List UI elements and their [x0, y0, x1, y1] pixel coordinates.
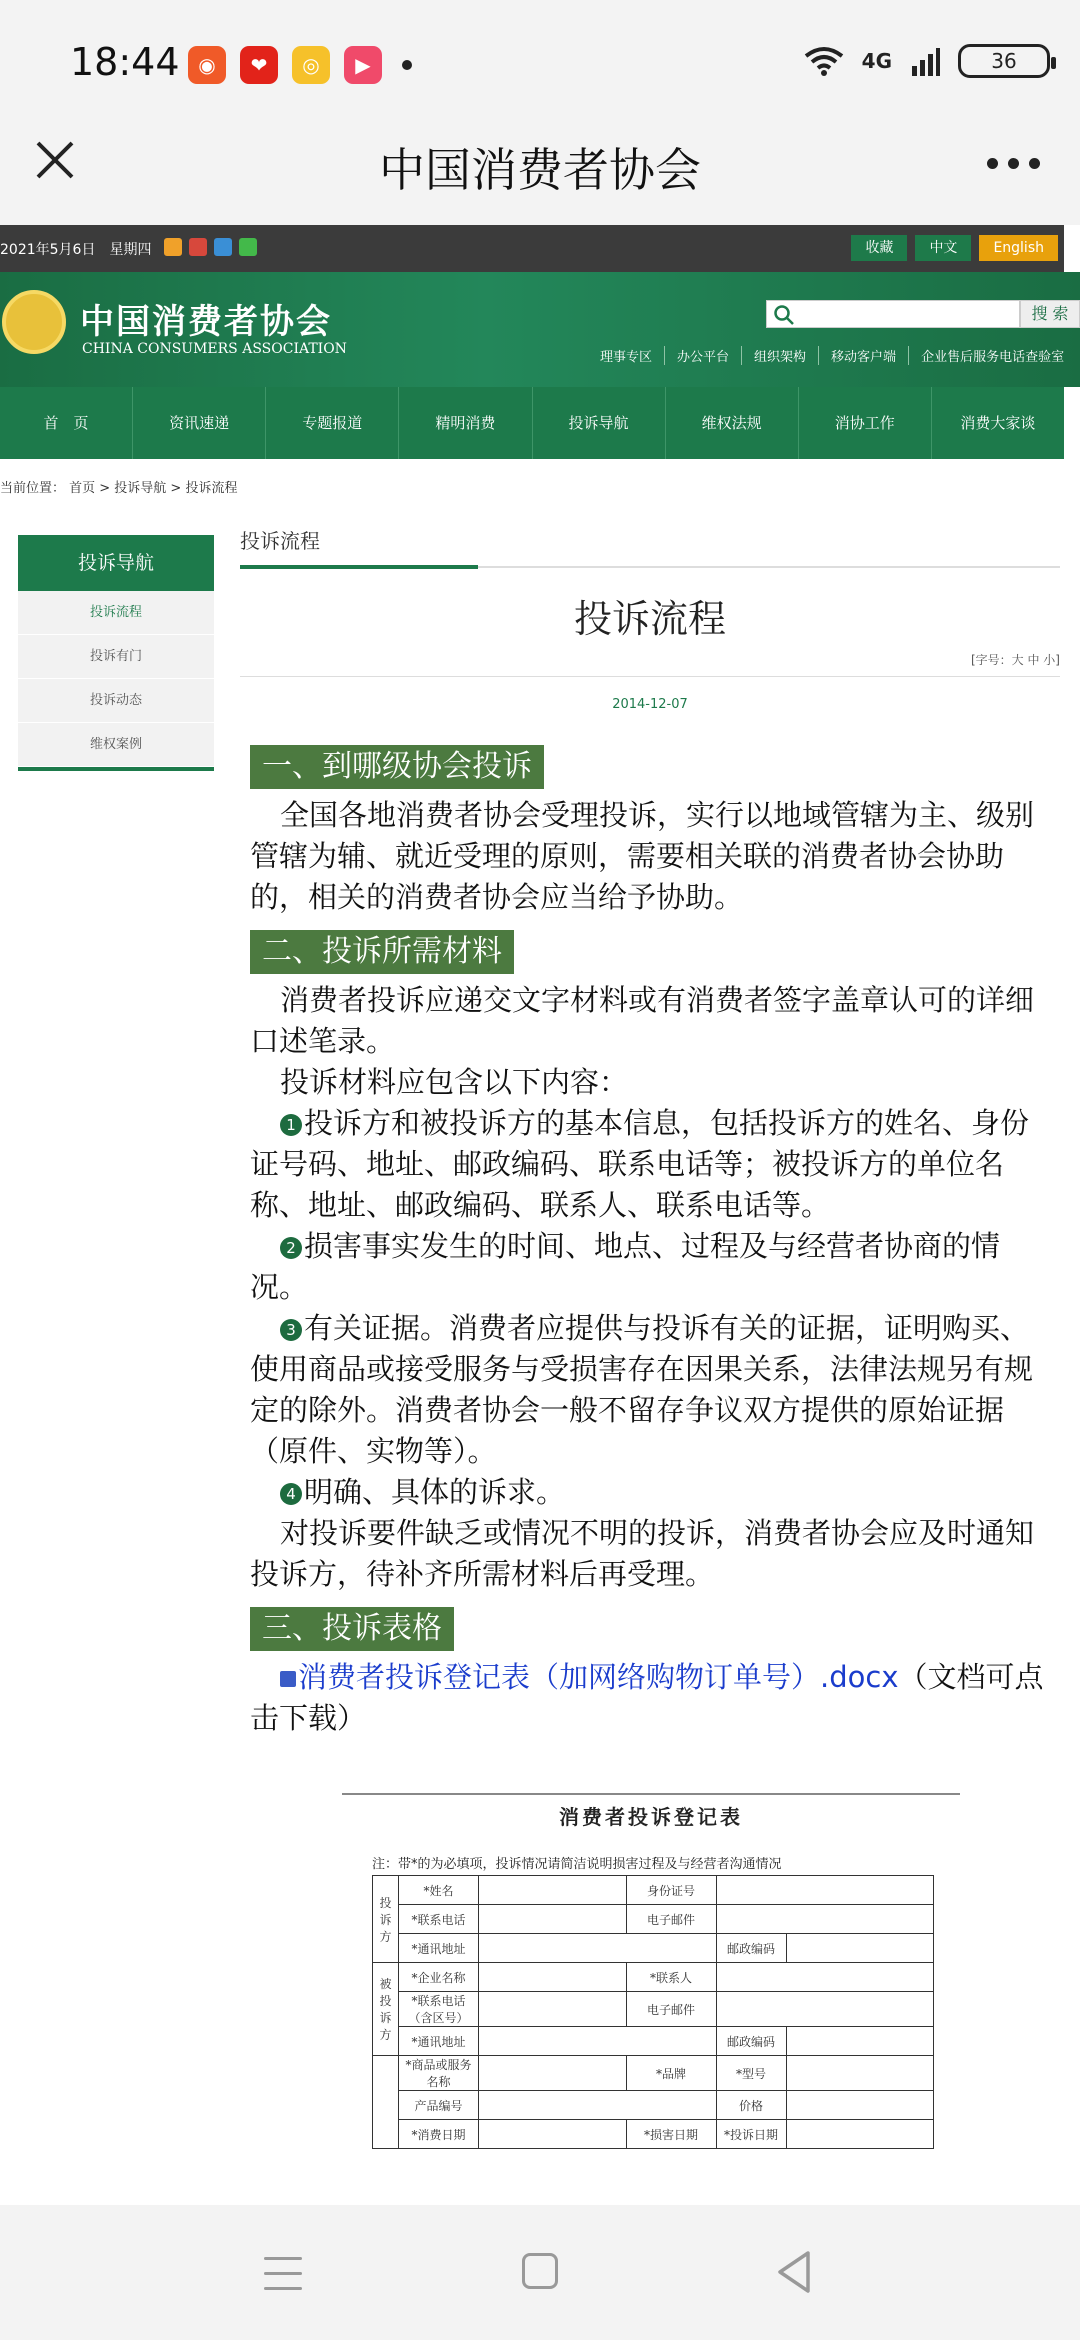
search-input[interactable] — [766, 300, 1020, 328]
web-page — [0, 225, 1080, 2205]
qq-share-icon[interactable] — [214, 238, 232, 256]
sidebar-item-news[interactable]: 投诉动态 — [18, 679, 214, 723]
section-heading: 二、投诉所需材料 — [250, 930, 514, 974]
paragraph: 投诉材料应包含以下内容： — [280, 1065, 629, 1099]
form-title: 消费者投诉登记表 — [559, 1805, 743, 1829]
status-time: 18:44 — [70, 40, 180, 84]
site-header — [0, 272, 1080, 387]
nav-special[interactable]: 专题报道 — [265, 387, 398, 459]
kuaishou-icon: ◉ — [188, 46, 226, 84]
number-2-icon: 2 — [280, 1237, 302, 1259]
favorite-button[interactable]: 收藏 — [851, 235, 907, 261]
paragraph: 全国各地消费者协会受理投诉，实行以地域管辖为主、级别管辖为辅、就近受理的原则，需要相关联的消费者协会协助的，相关的消费者协会应当给予协助。 — [250, 798, 1035, 914]
article-body — [250, 745, 1050, 1739]
network-type: 4G — [861, 49, 892, 73]
form-table: 投诉方 *姓名 身份证号 *联系电话 电子邮件 *通讯地址 邮政编码 被投诉方 *企业名称 *联系人 *联系电话（含区号） 电子邮件 *通讯地址 邮政编码 *商品或服务名称 *品牌 *型号 产品编号 价格 *消费日期 *损害日期 *投诉日期 — [372, 1875, 934, 2149]
english-button[interactable]: English — [979, 235, 1058, 261]
notification-icons — [188, 46, 412, 84]
nav-home[interactable]: 首 页 — [43, 414, 89, 432]
battery-level: 36 — [991, 49, 1017, 73]
sidebar-item-process[interactable]: 投诉流程 — [18, 591, 214, 635]
download-paragraph: 消费者投诉登记表（加网络购物订单号）.docx（文档可点击下载） — [250, 1660, 1044, 1735]
sidebar-item-channels[interactable]: 投诉有门 — [18, 635, 214, 679]
form-note: 注：带*的为必填项，投诉情况请简洁说明损害过程及与经营者沟通情况 — [372, 1857, 782, 1872]
list-item: 3 有关证据。消费者应提供与投诉有关的证据，证明购买、使用商品或接受服务与受损害存在因果关系，法律法规另有规定的除外。消费者协会一般不留存争议双方提供的原始证据（原件、实物等）。 — [250, 1311, 1034, 1468]
nav-news[interactable]: 资讯速递 — [132, 387, 265, 459]
site-top-strip — [0, 225, 1064, 272]
article-date: 2014-12-07 — [612, 697, 688, 712]
quick-link[interactable]: 组织架构 — [741, 346, 818, 365]
quick-links — [588, 346, 1076, 365]
quick-link[interactable]: 理事专区 — [600, 350, 653, 365]
paragraph: 消费者投诉应递交文字材料或有消费者签字盖章认可的详细口述笔录。 — [250, 983, 1035, 1058]
section-heading: 三、投诉表格 — [250, 1607, 454, 1651]
browser-title-bar — [0, 110, 1080, 225]
logo-english[interactable]: CHINA CONSUMERS ASSOCIATION — [82, 341, 347, 357]
more-options-icon[interactable] — [987, 158, 1040, 169]
video-icon: ▶ — [344, 46, 382, 84]
more-notifications-dot — [402, 60, 412, 70]
nav-complaint[interactable]: 投诉导航 — [532, 387, 665, 459]
article-title: 投诉流程 — [573, 597, 726, 641]
nav-forum[interactable]: 消费大家谈 — [931, 387, 1064, 459]
system-status — [804, 44, 1050, 78]
weibo-icon: ◎ — [292, 46, 330, 84]
home-icon[interactable] — [522, 2253, 558, 2289]
logo-chinese[interactable]: 中国消费者协会 — [80, 302, 332, 342]
sidebar — [18, 535, 214, 771]
back-icon[interactable] — [774, 2249, 814, 2295]
paragraph: 对投诉要件缺乏或情况不明的投诉，消费者协会应及时通知投诉方，待补齐所需材料后再受理。 — [250, 1516, 1035, 1591]
section-heading: 一、到哪级协会投诉 — [250, 745, 544, 789]
search-button[interactable]: 搜 索 — [1020, 300, 1080, 328]
docx-file-icon — [280, 1671, 296, 1687]
main-nav — [0, 387, 1064, 459]
page-title: 中国消费者协会 — [379, 143, 701, 197]
nav-work[interactable]: 消协工作 — [798, 387, 931, 459]
quick-link[interactable]: 办公平台 — [664, 346, 741, 365]
chinese-button[interactable]: 中文 — [915, 235, 971, 261]
number-3-icon: 3 — [280, 1319, 302, 1341]
content-tab: 投诉流程 — [240, 529, 320, 553]
sidebar-title: 投诉导航 — [18, 535, 214, 591]
wifi-icon — [804, 46, 844, 76]
complaint-form-image — [342, 1793, 960, 2205]
font-size-switch[interactable]: [字号：大 中 小] — [971, 653, 1060, 667]
share-icons — [164, 238, 257, 256]
quick-link[interactable]: 企业售后服务电话查验室 — [908, 346, 1076, 365]
search-icon — [773, 304, 795, 326]
breadcrumb: 当前位置： 首页 > 投诉导航 > 投诉流程 — [0, 481, 238, 496]
content-header — [240, 525, 1060, 712]
system-nav-bar — [0, 2205, 1080, 2340]
battery-icon — [958, 44, 1050, 78]
nav-law[interactable]: 维权法规 — [665, 387, 798, 459]
site-date: 2021年5月6日 星期四 — [0, 242, 152, 258]
cca-logo-icon[interactable] — [2, 290, 66, 354]
star-icon[interactable] — [164, 238, 182, 256]
list-item: 4 明确、具体的诉求。 — [250, 1472, 1050, 1513]
wechat-share-icon[interactable] — [239, 238, 257, 256]
app-red-icon: ❤ — [240, 46, 278, 84]
weibo-share-icon[interactable] — [189, 238, 207, 256]
signal-icon — [910, 46, 940, 76]
list-item: 2 损害事实发生的时间、地点、过程及与经营者协商的情况。 — [250, 1229, 1001, 1304]
nav-smart-consume[interactable]: 精明消费 — [398, 387, 531, 459]
docx-download-link[interactable]: 消费者投诉登记表（加网络购物订单号）.docx — [298, 1660, 899, 1694]
quick-link[interactable]: 移动客户端 — [818, 346, 908, 365]
number-1-icon: 1 — [280, 1114, 302, 1136]
recent-apps-icon[interactable] — [264, 2257, 302, 2302]
number-4-icon: 4 — [280, 1483, 302, 1505]
sidebar-item-cases[interactable]: 维权案例 — [18, 723, 214, 767]
list-item: 1 投诉方和被投诉方的基本信息，包括投诉方的姓名、身份证号码、地址、邮政编码、联系电话等；被投诉方的单位名称、地址、邮政编码、联系人、联系电话等。 — [250, 1106, 1030, 1222]
